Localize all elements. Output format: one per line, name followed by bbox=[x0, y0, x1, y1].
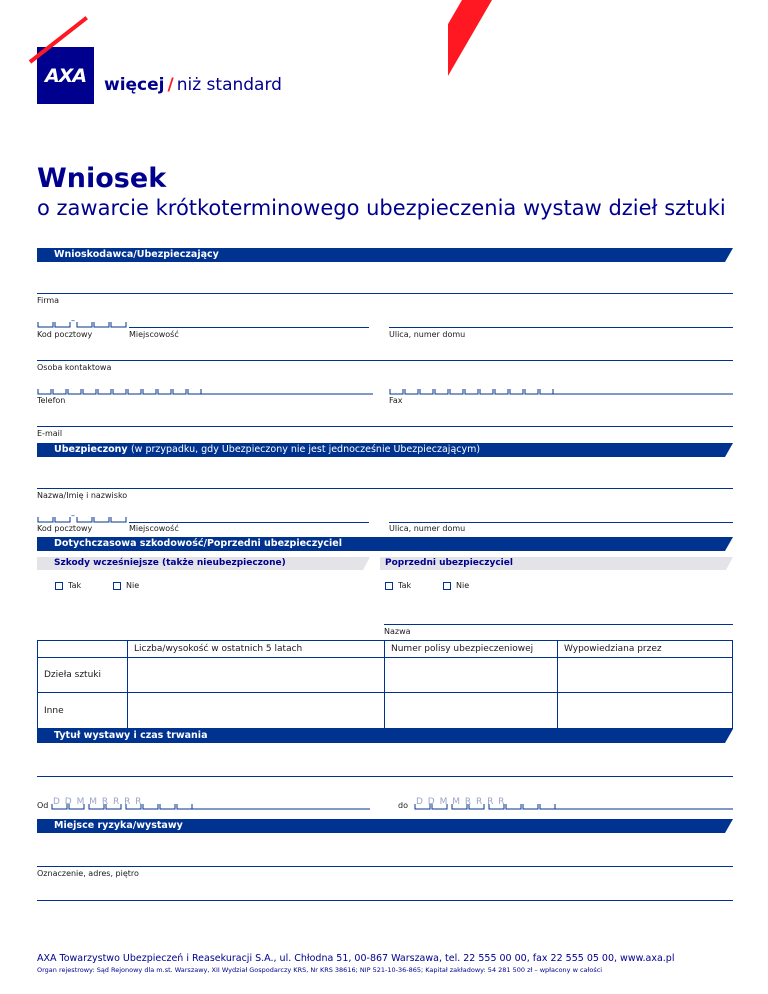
axa-logo bbox=[37, 47, 94, 104]
kod-label: Kod pocztowy bbox=[37, 330, 93, 339]
firma-label: Firma bbox=[37, 296, 60, 305]
telefon-label: Telefon bbox=[37, 396, 66, 405]
svg-text:–: – bbox=[71, 318, 75, 325]
poprzedni-tak-checkbox[interactable] bbox=[385, 582, 393, 590]
tagline-slash: / bbox=[167, 75, 174, 95]
od-label: Od bbox=[37, 801, 49, 810]
section3-header: Dotychczasowa szkodowość/Poprzedni ubezpieczyciel bbox=[54, 538, 342, 549]
table-cell[interactable] bbox=[385, 658, 558, 693]
miejscowosc2-label: Miejscowość bbox=[129, 524, 179, 533]
tagline-rest: niż standard bbox=[176, 75, 282, 95]
logo-text: AXA bbox=[44, 65, 87, 87]
table-cell[interactable] bbox=[385, 693, 558, 729]
tytul-line[interactable] bbox=[37, 776, 733, 777]
telefon-boxes[interactable] bbox=[37, 387, 373, 395]
table-header-cell: Numer polisy ubezpieczeniowej bbox=[385, 641, 558, 658]
section2-header-bold: Ubezpieczony bbox=[54, 444, 128, 455]
section4-header: Tytuł wystawy i czas trwania bbox=[54, 730, 208, 741]
tagline bbox=[104, 75, 282, 95]
table-row bbox=[38, 693, 733, 729]
table-cell[interactable] bbox=[128, 693, 385, 729]
od-date-placeholder: D D M M R R R R bbox=[53, 797, 143, 807]
osoba-line[interactable] bbox=[37, 360, 733, 361]
table-header-row bbox=[38, 641, 733, 658]
ulica-label: Ulica, numer domu bbox=[389, 330, 466, 339]
email-line[interactable] bbox=[37, 426, 733, 427]
table-row bbox=[38, 658, 733, 693]
oznaczenie-line-2[interactable] bbox=[37, 900, 733, 901]
section5-header: Miejsce ryzyka/wystawy bbox=[54, 820, 183, 831]
table-cell[interactable] bbox=[128, 658, 385, 693]
nazwa-line[interactable] bbox=[37, 488, 733, 489]
kod-boxes[interactable] bbox=[37, 318, 127, 328]
szkody-nie-label: Nie bbox=[126, 581, 140, 590]
footer-registry: Organ rejestrowy: Sąd Rejonowy dla m.st. Warszawy, XII Wydział Gospodarczy KRS, Nr KRS 38616; NIP 521-10-36-865; Kapitał zakładowy: 54 281 500 zł – wpłacony w całości bbox=[37, 966, 603, 974]
page-title: Wniosek bbox=[37, 163, 167, 194]
section2-header-rest: (w przypadku, gdy Ubezpieczony nie jest jednocześnie Ubezpieczającym) bbox=[130, 444, 481, 455]
ulica-line[interactable] bbox=[389, 327, 733, 328]
fax-label: Fax bbox=[389, 396, 403, 405]
page-subtitle: o zawarcie krótkoterminowego ubezpieczenia wystaw dzieł sztuki bbox=[37, 196, 726, 220]
szkody-tak-checkbox[interactable] bbox=[55, 582, 63, 590]
szkody-nie-checkbox[interactable] bbox=[113, 582, 121, 590]
firma-line[interactable] bbox=[37, 293, 733, 294]
poprzedni-nazwa-label: Nazwa bbox=[384, 627, 411, 636]
table-header-cell: Wypowiedziana przez bbox=[558, 641, 733, 658]
tagline-bold: więcej bbox=[104, 75, 165, 95]
poprzedni-title: Poprzedni ubezpieczyciel bbox=[385, 558, 513, 568]
poprzedni-nazwa-line[interactable] bbox=[384, 624, 733, 625]
table-header-cell: Liczba/wysokość w ostatnich 5 latach bbox=[128, 641, 385, 658]
fax-boxes[interactable] bbox=[389, 387, 733, 395]
table-row-label: Inne bbox=[38, 693, 128, 729]
miejscowosc-label: Miejscowość bbox=[129, 330, 179, 339]
szkody-tak-label: Tak bbox=[68, 581, 82, 590]
szkody-title: Szkody wcześniejsze (także nieubezpieczone) bbox=[54, 558, 286, 568]
table-cell[interactable] bbox=[558, 658, 733, 693]
oznaczenie-line[interactable] bbox=[37, 866, 733, 867]
table-cell[interactable] bbox=[558, 693, 733, 729]
ulica2-label: Ulica, numer domu bbox=[389, 524, 466, 533]
email-label: E-mail bbox=[37, 429, 63, 438]
szkody-table bbox=[37, 640, 733, 729]
nazwa-label: Nazwa/Imię i nazwisko bbox=[37, 491, 128, 500]
svg-text:–: – bbox=[71, 513, 75, 520]
kod2-boxes[interactable] bbox=[37, 513, 127, 523]
osoba-label: Osoba kontaktowa bbox=[37, 363, 112, 372]
do-label: do bbox=[398, 801, 408, 810]
table-header-cell bbox=[38, 641, 128, 658]
oznaczenie-label: Oznaczenie, adres, piętro bbox=[37, 869, 139, 878]
footer-company: AXA Towarzystwo Ubezpieczeń i Reasekuracji S.A., ul. Chłodna 51, 00-867 Warszawa, tel. 22 555 00 00, fax 22 555 05 00, www.axa.pl bbox=[37, 953, 675, 964]
do-date-boxes[interactable] bbox=[414, 803, 733, 811]
poprzedni-tak-label: Tak bbox=[398, 581, 412, 590]
poprzedni-nie-label: Nie bbox=[456, 581, 470, 590]
poprzedni-nie-checkbox[interactable] bbox=[443, 582, 451, 590]
kod2-label: Kod pocztowy bbox=[37, 524, 93, 533]
do-date-placeholder: D D M M R R R R bbox=[416, 797, 506, 807]
section2-header bbox=[37, 443, 717, 457]
miejscowosc2-line[interactable] bbox=[129, 522, 369, 523]
ulica2-line[interactable] bbox=[389, 522, 733, 523]
od-date-boxes[interactable] bbox=[51, 803, 370, 811]
table-row-label: Dzieła sztuki bbox=[38, 658, 128, 693]
section1-header: Wnioskodawca/Ubezpieczający bbox=[54, 249, 219, 260]
miejscowosc-line[interactable] bbox=[129, 327, 369, 328]
